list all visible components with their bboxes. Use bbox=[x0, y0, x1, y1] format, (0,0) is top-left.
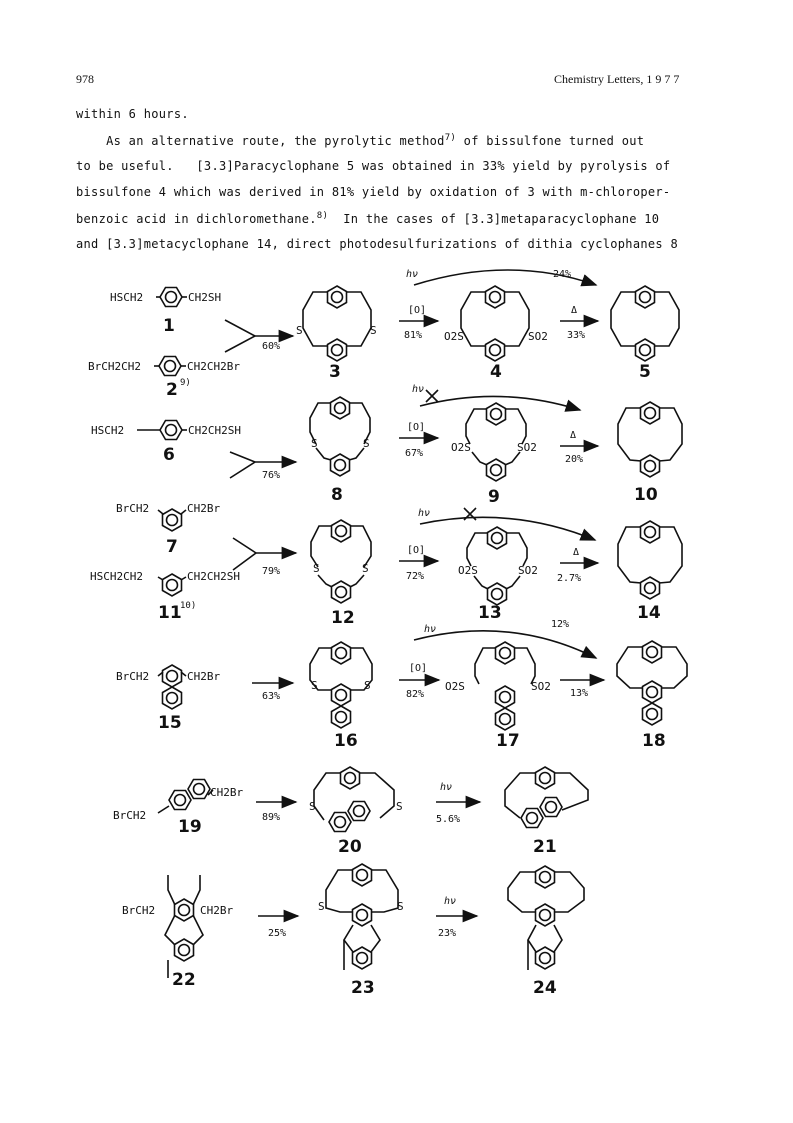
yield-33: 33% bbox=[567, 330, 586, 341]
sulfur-left-20: S bbox=[309, 800, 316, 813]
yield-79: 79% bbox=[262, 566, 281, 577]
compound-number-12: 12 bbox=[331, 608, 355, 628]
compound-7-left-group: BrCH2 bbox=[116, 502, 150, 515]
structure-12 bbox=[311, 520, 371, 628]
oxidation-label-3: [O] bbox=[407, 545, 426, 556]
compound-19-left-group: BrCH2 bbox=[113, 809, 147, 822]
structure-14 bbox=[618, 521, 682, 623]
yield-76: 76% bbox=[262, 470, 281, 481]
page-number: 978 bbox=[76, 72, 94, 86]
ref-8: 8) bbox=[316, 211, 329, 221]
heat-label-3: Δ bbox=[573, 547, 580, 558]
compound-number-14: 14 bbox=[637, 603, 661, 623]
compound-number-22: 22 bbox=[172, 970, 196, 990]
sulfur-right-20: S bbox=[396, 800, 403, 813]
hv-label-2: hν bbox=[412, 384, 425, 395]
row-3 bbox=[90, 502, 682, 628]
body-line-6: and [3.3]metacyclophane 14, direct photodesulfurizations of dithia cyclophanes 8 bbox=[76, 237, 678, 251]
compound-6-right-group: CH2CH2SH bbox=[188, 424, 241, 437]
yield-12: 12% bbox=[551, 619, 570, 630]
body-line-5 bbox=[76, 211, 659, 226]
compound-11-left-group: HSCH2CH2 bbox=[90, 570, 143, 583]
sulfonyl-left-17: O2S bbox=[445, 680, 465, 693]
yield-82: 82% bbox=[406, 689, 425, 700]
compound-7-right-group: CH2Br bbox=[187, 502, 221, 515]
sulfonyl-left-13: O2S bbox=[458, 564, 478, 577]
structure-10 bbox=[618, 402, 682, 505]
bridge-22-right bbox=[193, 875, 200, 905]
oxidation-label-4: [O] bbox=[409, 663, 428, 674]
compound-number-16: 16 bbox=[334, 731, 358, 751]
structure-4 bbox=[444, 286, 548, 382]
oxidation-label-2: [O] bbox=[407, 422, 426, 433]
structure-23 bbox=[318, 864, 404, 998]
compound-number-23: 23 bbox=[351, 978, 375, 998]
compound-22-right-group: CH2Br bbox=[200, 904, 234, 917]
yield-13: 13% bbox=[570, 688, 589, 699]
compound-number-24: 24 bbox=[533, 978, 557, 998]
sulfur-right-16: S bbox=[364, 679, 371, 692]
compound-number-9: 9 bbox=[488, 487, 500, 507]
compound-number-6: 6 bbox=[163, 445, 175, 465]
row-1 bbox=[88, 269, 679, 400]
structure-8 bbox=[310, 397, 370, 505]
yield-60: 60% bbox=[262, 341, 281, 352]
structure-9 bbox=[451, 403, 537, 507]
body-line-5-end: In the cases of [3.3]metaparacyclophane 10 bbox=[328, 212, 660, 226]
body-line-2-text: As an alternative route, the pyrolytic method bbox=[76, 134, 445, 148]
structure-17 bbox=[445, 642, 551, 751]
body-line-2-end: of bissulfone turned out bbox=[456, 134, 645, 148]
compound-number-10: 10 bbox=[634, 485, 658, 505]
compound-number-3: 3 bbox=[329, 362, 341, 382]
sulfonyl-right-17: SO2 bbox=[531, 680, 551, 693]
sulfonyl-right-13: SO2 bbox=[518, 564, 538, 577]
sulfonyl-left-4: O2S bbox=[444, 330, 464, 343]
body-line-4: bissulfone 4 which was derived in 81% yield by oxidation of 3 with m-chloroper- bbox=[76, 185, 671, 199]
structure-20 bbox=[309, 767, 403, 857]
bridge-22-left bbox=[168, 875, 175, 905]
compound-number-11: 11 bbox=[158, 603, 182, 623]
compound-19-right-group: CH2Br bbox=[210, 786, 244, 799]
compound-number-4: 4 bbox=[490, 362, 502, 382]
row-2 bbox=[91, 384, 682, 507]
body-line-3: to be useful. [3.3]Paracyclophane 5 was obtained in 33% yield by pyrolysis of bbox=[76, 159, 671, 173]
compound-6-left-group: HSCH2 bbox=[91, 424, 125, 437]
yield-25: 25% bbox=[268, 928, 287, 939]
structure-24 bbox=[508, 866, 584, 998]
hv-label-5: hν bbox=[440, 782, 453, 793]
yield-63: 63% bbox=[262, 691, 281, 702]
yield-89: 89% bbox=[262, 812, 281, 823]
structure-21 bbox=[505, 767, 588, 857]
compound-number-5: 5 bbox=[639, 362, 651, 382]
structure-5 bbox=[611, 286, 679, 382]
sulfur-right-23: S bbox=[397, 900, 404, 913]
compound-number-17: 17 bbox=[496, 731, 520, 751]
sulfur-right-12: S bbox=[362, 562, 369, 575]
body-line-5-text: benzoic acid in dichloromethane. bbox=[76, 212, 317, 226]
compound-number-8: 8 bbox=[331, 485, 343, 505]
compound-1-right-group: CH2SH bbox=[188, 291, 222, 304]
compound-number-21: 21 bbox=[533, 837, 557, 857]
compound-15-right-group: CH2Br bbox=[187, 670, 221, 683]
sulfonyl-left-9: O2S bbox=[451, 441, 471, 454]
body-line-1: within 6 hours. bbox=[76, 107, 189, 121]
yield-23: 23% bbox=[438, 928, 457, 939]
sulfur-left-3: S bbox=[296, 324, 303, 337]
compound-1-left-group: HSCH2 bbox=[110, 291, 144, 304]
heat-label-1: Δ bbox=[571, 305, 578, 316]
hv-label-6: hν bbox=[444, 896, 457, 907]
hv-label-1: hν bbox=[406, 269, 419, 280]
sulfonyl-right-4: SO2 bbox=[528, 330, 548, 343]
sulfur-right-8: S bbox=[363, 437, 370, 450]
journal-running-head: Chemistry Letters, 1 9 7 7 bbox=[554, 72, 680, 86]
row-4 bbox=[116, 619, 687, 751]
ref-7: 7) bbox=[444, 133, 457, 143]
sulfur-left-12: S bbox=[313, 562, 320, 575]
hv-label-3: hν bbox=[418, 508, 431, 519]
compound-number-20: 20 bbox=[338, 837, 362, 857]
reaction-scheme bbox=[0, 255, 793, 1025]
yield-81: 81% bbox=[404, 330, 423, 341]
sulfur-left-16: S bbox=[311, 679, 318, 692]
structure-3 bbox=[296, 286, 377, 382]
yield-67: 67% bbox=[405, 448, 424, 459]
heat-label-2: Δ bbox=[570, 430, 577, 441]
sulfur-right-3: S bbox=[370, 324, 377, 337]
cross-mark-2 bbox=[426, 390, 438, 402]
body-line-2 bbox=[76, 133, 644, 148]
sulfonyl-right-9: SO2 bbox=[517, 441, 537, 454]
row-5 bbox=[113, 767, 588, 857]
yield-24: 24% bbox=[553, 269, 572, 280]
row-6 bbox=[122, 864, 584, 998]
compound-number-15: 15 bbox=[158, 713, 182, 733]
compound-2-left-group: BrCH2CH2 bbox=[88, 360, 141, 373]
compound-number-1: 1 bbox=[163, 316, 175, 336]
compound-number-18: 18 bbox=[642, 731, 666, 751]
compound-number-7: 7 bbox=[166, 537, 178, 557]
compound-2-right-group: CH2CH2Br bbox=[187, 360, 240, 373]
yield-20: 20% bbox=[565, 454, 584, 465]
yield-72: 72% bbox=[406, 571, 425, 582]
compound-number-13: 13 bbox=[478, 603, 502, 623]
hv-label-4: hν bbox=[424, 624, 437, 635]
compound-15-left-group: BrCH2 bbox=[116, 670, 150, 683]
ref-9: 9) bbox=[180, 378, 191, 388]
yield-5-6: 5.6% bbox=[436, 814, 461, 825]
sulfur-left-23: S bbox=[318, 900, 325, 913]
structure-13 bbox=[458, 527, 538, 623]
compound-number-2: 2 bbox=[166, 380, 178, 400]
compound-11-right-group: CH2CH2SH bbox=[187, 570, 240, 583]
structure-16 bbox=[310, 642, 372, 751]
sulfur-left-8: S bbox=[311, 437, 318, 450]
yield-2-7: 2.7% bbox=[557, 573, 582, 584]
compound-number-19: 19 bbox=[178, 817, 202, 837]
structure-18 bbox=[617, 641, 687, 751]
oxidation-label-1: [O] bbox=[408, 305, 427, 316]
compound-22-left-group: BrCH2 bbox=[122, 904, 156, 917]
ref-10: 10) bbox=[180, 601, 197, 611]
